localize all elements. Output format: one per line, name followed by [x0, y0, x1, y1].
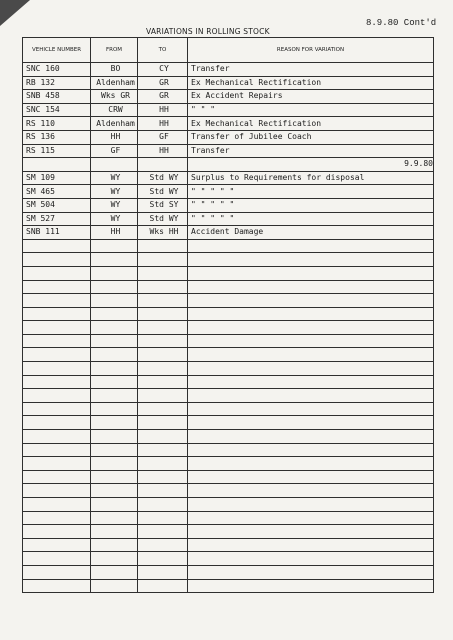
table-row	[23, 171, 434, 185]
from-cell	[91, 307, 138, 321]
from-cell	[91, 443, 138, 457]
vehicle-cell	[23, 470, 91, 484]
from-cell	[91, 565, 138, 579]
col-header-to: TO	[138, 38, 188, 63]
to-cell	[138, 362, 188, 376]
from-cell	[91, 280, 138, 294]
from-cell: WY	[91, 198, 138, 212]
table-row	[23, 362, 434, 376]
vehicle-cell	[23, 266, 91, 280]
table-row	[23, 90, 434, 104]
to-cell	[138, 321, 188, 335]
to-cell	[138, 266, 188, 280]
reason-cell	[188, 484, 434, 498]
to-cell	[138, 565, 188, 579]
reason-cell	[188, 498, 434, 512]
col-header-vehicle: VEHICLE NUMBER	[23, 38, 91, 63]
vehicle-cell: RB 132	[23, 76, 91, 90]
from-cell	[91, 498, 138, 512]
to-cell: HH	[138, 144, 188, 158]
to-cell	[138, 552, 188, 566]
from-cell	[91, 416, 138, 430]
to-cell	[138, 579, 188, 593]
reason-cell	[188, 565, 434, 579]
reason-cell: Ex Accident Repairs	[188, 90, 434, 104]
table-body	[23, 63, 434, 593]
to-cell: Std WY	[138, 171, 188, 185]
from-cell: Aldenham	[91, 76, 138, 90]
to-cell: HH	[138, 117, 188, 131]
date-divider-cell: 9.9.80	[188, 158, 434, 172]
to-cell	[138, 402, 188, 416]
to-cell	[138, 334, 188, 348]
vehicle-cell	[23, 253, 91, 267]
vehicle-cell: RS 136	[23, 130, 91, 144]
vehicle-cell: SM 109	[23, 171, 91, 185]
reason-cell	[188, 402, 434, 416]
table-row	[23, 185, 434, 199]
to-cell	[138, 525, 188, 539]
vehicle-cell: SM 465	[23, 185, 91, 199]
table-row	[23, 239, 434, 253]
table-row	[23, 470, 434, 484]
vehicle-cell	[23, 389, 91, 403]
vehicle-cell	[23, 511, 91, 525]
from-cell	[91, 552, 138, 566]
vehicle-cell	[23, 239, 91, 253]
from-cell	[91, 579, 138, 593]
to-cell	[138, 416, 188, 430]
reason-cell	[188, 253, 434, 267]
table-row	[23, 525, 434, 539]
vehicle-cell	[23, 307, 91, 321]
from-cell: WY	[91, 212, 138, 226]
reason-cell: Ex Mechanical Rectification	[188, 117, 434, 131]
table-row	[23, 117, 434, 131]
from-cell	[91, 362, 138, 376]
to-cell	[138, 307, 188, 321]
vehicle-cell	[23, 402, 91, 416]
table-row	[23, 538, 434, 552]
reason-cell	[188, 416, 434, 430]
to-cell: HH	[138, 103, 188, 117]
reason-cell	[188, 239, 434, 253]
table-row	[23, 334, 434, 348]
from-cell	[91, 484, 138, 498]
to-cell: GF	[138, 130, 188, 144]
reason-cell	[188, 525, 434, 539]
to-cell	[138, 375, 188, 389]
table-row	[23, 552, 434, 566]
from-cell	[91, 158, 138, 172]
reason-cell	[188, 348, 434, 362]
from-cell	[91, 321, 138, 335]
to-cell: GR	[138, 90, 188, 104]
to-cell: Std WY	[138, 185, 188, 199]
vehicle-cell: RS 115	[23, 144, 91, 158]
table-row	[23, 389, 434, 403]
to-cell	[138, 470, 188, 484]
to-cell: GR	[138, 76, 188, 90]
from-cell	[91, 348, 138, 362]
vehicle-cell	[23, 158, 91, 172]
from-cell	[91, 457, 138, 471]
table-row	[23, 430, 434, 444]
to-cell	[138, 457, 188, 471]
to-cell	[138, 239, 188, 253]
reason-cell: Accident Damage	[188, 226, 434, 240]
vehicle-cell	[23, 362, 91, 376]
reason-cell: " " " " "	[188, 198, 434, 212]
reason-cell: Transfer of Jubilee Coach	[188, 130, 434, 144]
vehicle-cell	[23, 321, 91, 335]
to-cell	[138, 511, 188, 525]
reason-cell: Transfer	[188, 144, 434, 158]
rolling-stock-table	[22, 37, 434, 593]
to-cell	[138, 498, 188, 512]
table-row	[23, 198, 434, 212]
to-cell	[138, 348, 188, 362]
vehicle-cell: SNB 458	[23, 90, 91, 104]
table-row	[23, 294, 434, 308]
table-row	[23, 348, 434, 362]
to-cell: Wks HH	[138, 226, 188, 240]
to-cell: Std WY	[138, 212, 188, 226]
reason-cell	[188, 511, 434, 525]
to-cell: CY	[138, 63, 188, 77]
from-cell	[91, 538, 138, 552]
reason-cell	[188, 552, 434, 566]
table-header-row	[23, 38, 434, 63]
from-cell: CRW	[91, 103, 138, 117]
from-cell	[91, 266, 138, 280]
from-cell: HH	[91, 226, 138, 240]
from-cell: Wks GR	[91, 90, 138, 104]
from-cell	[91, 294, 138, 308]
col-header-from: FROM	[91, 38, 138, 63]
page-title: VARIATIONS IN ROLLING STOCK	[146, 27, 270, 36]
from-cell: HH	[91, 130, 138, 144]
reason-cell	[188, 362, 434, 376]
table-row	[23, 130, 434, 144]
reason-cell	[188, 457, 434, 471]
reason-cell	[188, 579, 434, 593]
to-cell	[138, 294, 188, 308]
vehicle-cell: SNC 154	[23, 103, 91, 117]
from-cell	[91, 402, 138, 416]
from-cell	[91, 511, 138, 525]
from-cell: Aldenham	[91, 117, 138, 131]
table-row	[23, 266, 434, 280]
reason-cell	[188, 294, 434, 308]
vehicle-cell	[23, 498, 91, 512]
vehicle-cell	[23, 579, 91, 593]
reason-cell: Ex Mechanical Rectification	[188, 76, 434, 90]
to-cell	[138, 538, 188, 552]
vehicle-cell: SNB 111	[23, 226, 91, 240]
vehicle-cell: SM 527	[23, 212, 91, 226]
vehicle-cell	[23, 484, 91, 498]
reason-cell	[188, 307, 434, 321]
from-cell	[91, 389, 138, 403]
reason-cell	[188, 280, 434, 294]
from-cell	[91, 525, 138, 539]
reason-cell	[188, 389, 434, 403]
from-cell	[91, 470, 138, 484]
from-cell: WY	[91, 171, 138, 185]
vehicle-cell: SNC 160	[23, 63, 91, 77]
table-row	[23, 212, 434, 226]
reason-cell: " " "	[188, 103, 434, 117]
from-cell	[91, 430, 138, 444]
to-cell	[138, 253, 188, 267]
reason-cell	[188, 266, 434, 280]
table-row	[23, 565, 434, 579]
vehicle-cell	[23, 375, 91, 389]
table-row	[23, 144, 434, 158]
vehicle-cell	[23, 552, 91, 566]
reason-cell: Surplus to Requirements for disposal	[188, 171, 434, 185]
date-note: 8.9.80 Cont'd	[366, 18, 437, 28]
to-cell	[138, 430, 188, 444]
table-row	[23, 76, 434, 90]
reason-cell	[188, 375, 434, 389]
col-header-reason: REASON FOR VARIATION	[188, 38, 434, 63]
table-row	[23, 375, 434, 389]
table-row	[23, 484, 434, 498]
scan-corner-shadow	[0, 0, 30, 26]
to-cell	[138, 443, 188, 457]
from-cell: GF	[91, 144, 138, 158]
vehicle-cell	[23, 294, 91, 308]
reason-cell	[188, 470, 434, 484]
vehicle-cell	[23, 280, 91, 294]
table-row	[23, 103, 434, 117]
table-row	[23, 253, 434, 267]
from-cell	[91, 334, 138, 348]
table-row	[23, 416, 434, 430]
vehicle-cell	[23, 525, 91, 539]
vehicle-cell: SM 504	[23, 198, 91, 212]
table-row	[23, 579, 434, 593]
reason-cell: " " " " "	[188, 185, 434, 199]
to-cell	[138, 158, 188, 172]
reason-cell	[188, 334, 434, 348]
vehicle-cell	[23, 348, 91, 362]
table-row	[23, 280, 434, 294]
table-row	[23, 226, 434, 240]
vehicle-cell: RS 110	[23, 117, 91, 131]
from-cell	[91, 375, 138, 389]
vehicle-cell	[23, 334, 91, 348]
reason-cell	[188, 443, 434, 457]
to-cell	[138, 280, 188, 294]
reason-cell: Transfer	[188, 63, 434, 77]
from-cell	[91, 253, 138, 267]
reason-cell	[188, 538, 434, 552]
table-row	[23, 307, 434, 321]
vehicle-cell	[23, 416, 91, 430]
from-cell: BO	[91, 63, 138, 77]
table-row	[23, 158, 434, 172]
reason-cell: " " " " "	[188, 212, 434, 226]
table-row	[23, 443, 434, 457]
vehicle-cell	[23, 538, 91, 552]
reason-cell	[188, 430, 434, 444]
vehicle-cell	[23, 430, 91, 444]
to-cell: Std SY	[138, 198, 188, 212]
vehicle-cell	[23, 565, 91, 579]
table-row	[23, 511, 434, 525]
table-row	[23, 63, 434, 77]
reason-cell	[188, 321, 434, 335]
to-cell	[138, 484, 188, 498]
table-row	[23, 498, 434, 512]
from-cell	[91, 239, 138, 253]
vehicle-cell	[23, 457, 91, 471]
table-row	[23, 457, 434, 471]
to-cell	[138, 389, 188, 403]
table-row	[23, 402, 434, 416]
from-cell: WY	[91, 185, 138, 199]
vehicle-cell	[23, 443, 91, 457]
table-row	[23, 321, 434, 335]
